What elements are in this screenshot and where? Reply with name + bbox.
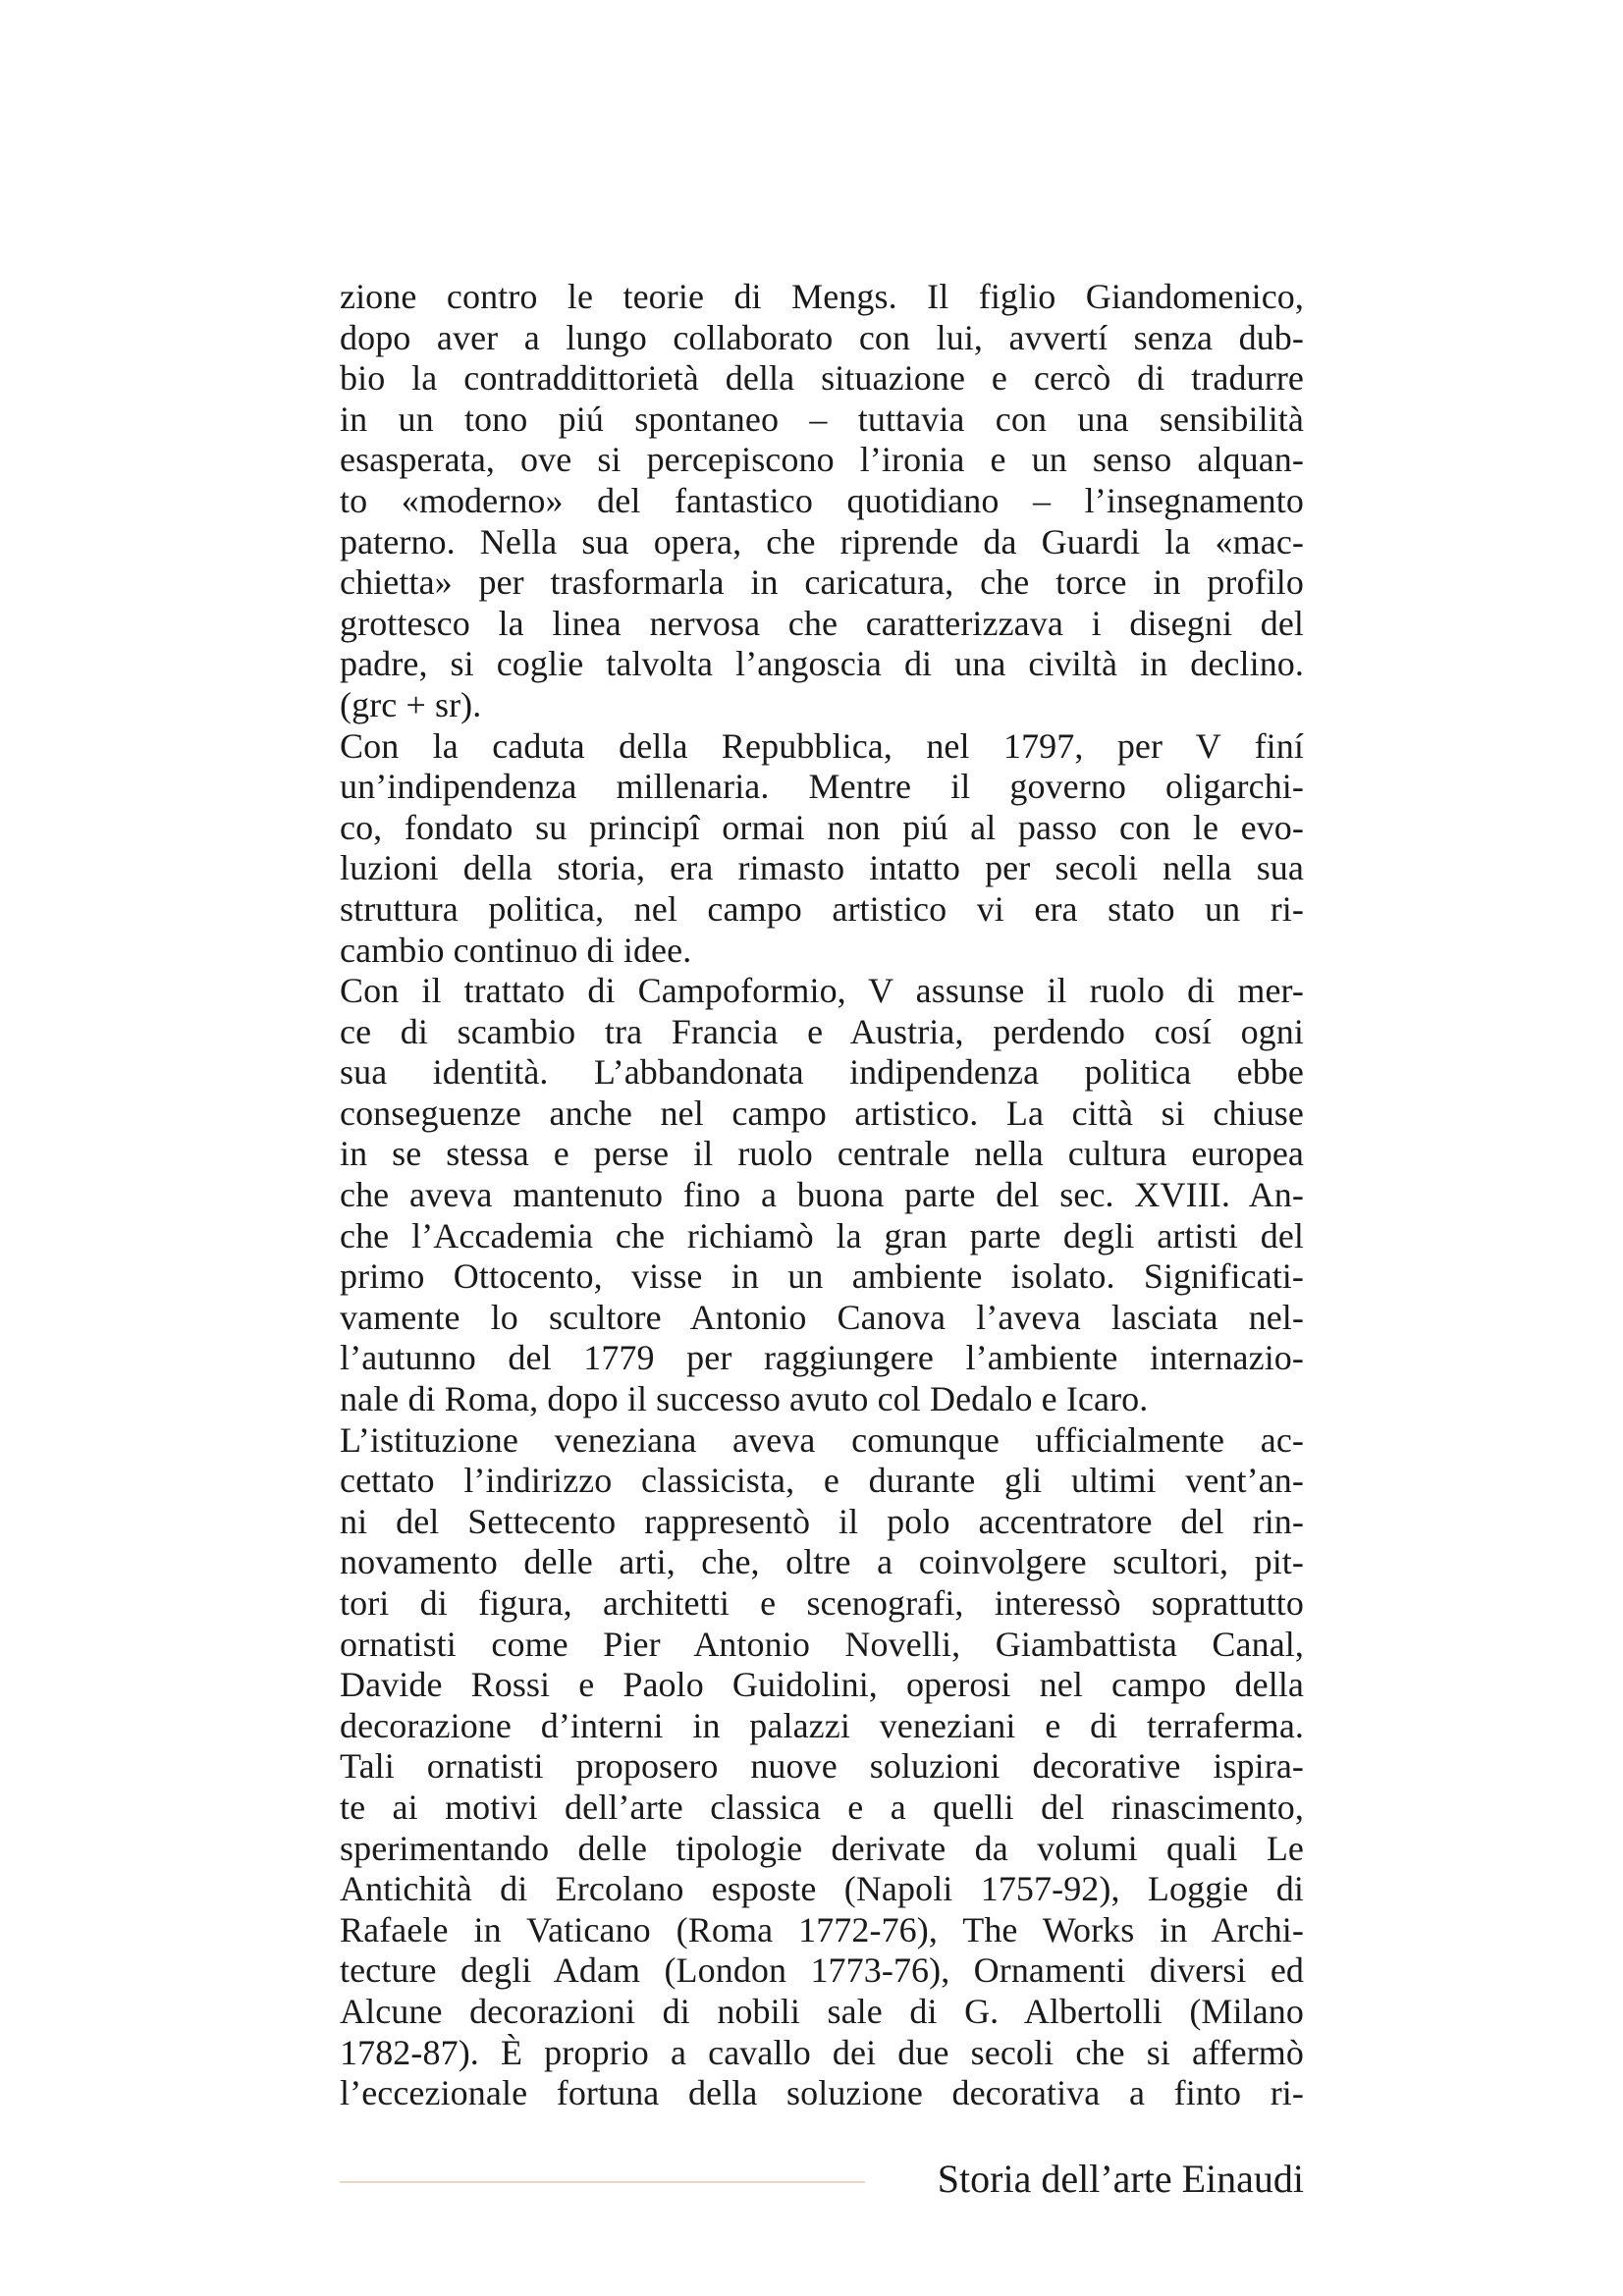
text-line: un’indipendenza millenaria. Mentre il governo oligarchi-	[340, 767, 1304, 807]
text-line: nale di Roma, dopo il successo avuto col Dedalo e Icaro.	[340, 1379, 1149, 1419]
text-line: primo Ottocento, visse in un ambiente isolato. Significati-	[340, 1256, 1304, 1297]
text-line: sua identità. L’abbandonata indipendenza politica ebbe	[340, 1052, 1304, 1093]
text-line: tori di figura, architetti e scenografi, interessò soprattutto	[340, 1583, 1304, 1623]
text-line: Rafaele in Vaticano (Roma 1772-76), The Works in Archi-	[340, 1909, 1304, 1949]
text-line: chietta» per trasformarla in caricatura, che torce in profilo	[340, 562, 1304, 603]
text-line: bio la contraddittorietà della situazione e cercò di tradurre	[340, 358, 1304, 399]
text-line: l’eccezionale fortuna della soluzione decorativa a finto ri-	[340, 2073, 1304, 2113]
text-line: esasperata, ove si percepiscono l’ironia e un senso alquan-	[340, 440, 1304, 480]
text-line: zione contro le teorie di Mengs. Il figlio Giandomenico,	[340, 277, 1304, 316]
text-line: dopo aver a lungo collaborato con lui, avvertí senza dub-	[340, 317, 1304, 357]
text-line: cettato l’indirizzo classicista, e durante gli ultimi vent’an-	[340, 1461, 1304, 1501]
text-line: (grc + sr).	[340, 684, 482, 724]
text-line: co, fondato su principî ormai non piú al passo con le evo-	[340, 807, 1304, 847]
footer-title: Storia dell’arte Einaudi	[937, 2157, 1304, 2201]
text-line: Alcune decorazioni di nobili sale di G. Albertolli (Milano	[340, 1991, 1304, 2031]
text-line: conseguenze anche nel campo artistico. La città si chiuse	[340, 1093, 1304, 1133]
text-line: cambio continuo di idee.	[340, 930, 692, 970]
text-line: Antichità di Ercolano esposte (Napoli 1757-92), Loggie di	[340, 1869, 1304, 1909]
text-line: decorazione d’interni in palazzi veneziani e di terraferma.	[340, 1705, 1304, 1745]
text-line: Tali ornatisti proposero nuove soluzioni decorative ispira-	[340, 1746, 1304, 1787]
page-footer	[340, 2150, 1304, 2209]
text-line: paterno. Nella sua opera, che riprende da Guardi la «mac-	[340, 521, 1304, 561]
text-line: struttura politica, nel campo artistico vi era stato un ri-	[340, 888, 1304, 929]
text-line: grottesco la linea nervosa che caratterizzava i disegni del	[340, 603, 1304, 643]
text-line: novamento delle arti, che, oltre a coinvolgere scultori, pit-	[340, 1542, 1304, 1582]
text-line: Davide Rossi e Paolo Guidolini, operosi nel campo della	[340, 1665, 1304, 1705]
text-line: 1782-87). È proprio a cavallo dei due secoli che si affermò	[340, 2032, 1304, 2072]
text-line: Con la caduta della Repubblica, nel 1797, per V finí	[340, 725, 1304, 766]
text-line: in un tono piú spontaneo – tuttavia con una sensibilità	[340, 399, 1304, 439]
footer-rule	[340, 2181, 865, 2183]
text-line: luzioni della storia, era rimasto intatto per secoli nella sua	[340, 848, 1304, 888]
text-line: ni del Settecento rappresentò il polo accentratore del rin-	[340, 1501, 1304, 1541]
text-line: L’istituzione veneziana aveva comunque ufficialmente ac-	[340, 1419, 1304, 1460]
text-line: sperimentando delle tipologie derivate da volumi quali Le	[340, 1828, 1304, 1868]
text-line: to «moderno» del fantastico quotidiano – l’insegnamento	[340, 480, 1304, 520]
body-text	[340, 277, 1304, 2114]
text-line: te ai motivi dell’arte classica e a quelli del rinascimento,	[340, 1787, 1304, 1827]
text-line: l’autunno del 1779 per raggiungere l’ambiente internazio-	[340, 1338, 1304, 1378]
text-line: ce di scambio tra Francia e Austria, perdendo cosí ogni	[340, 1011, 1304, 1051]
text-line: vamente lo scultore Antonio Canova l’aveva lasciata nel-	[340, 1297, 1304, 1337]
text-line: padre, si coglie talvolta l’angoscia di una civiltà in declino.	[340, 644, 1304, 684]
text-line: in se stessa e perse il ruolo centrale nella cultura europea	[340, 1134, 1304, 1174]
text-line: che l’Accademia che richiamò la gran parte degli artisti del	[340, 1215, 1304, 1255]
text-line: Con il trattato di Campoformio, V assunse il ruolo di mer-	[340, 971, 1304, 1011]
text-line: ornatisti come Pier Antonio Novelli, Giambattista Canal,	[340, 1624, 1304, 1664]
text-line: che aveva mantenuto fino a buona parte del sec. XVIII. An-	[340, 1175, 1304, 1215]
text-line: tecture degli Adam (London 1773-76), Ornamenti diversi ed	[340, 1950, 1304, 1991]
